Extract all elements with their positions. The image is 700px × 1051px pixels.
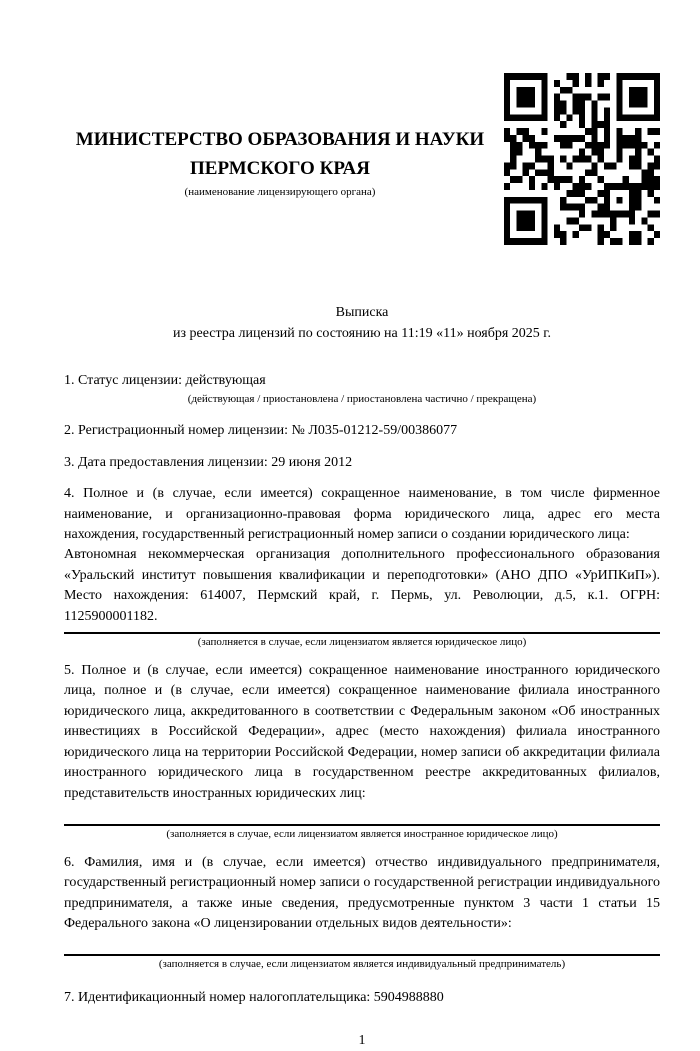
- item-license-status: [64, 371, 660, 407]
- item-license-grant-date: [64, 453, 660, 473]
- document-header: [64, 0, 660, 245]
- ministry-caption: (наименование лицензирующего органа): [184, 185, 376, 198]
- legal-entity-question: 4. Полное и (в случае, если имеется) сокращенное наименование, в том числе фирменное наименование, и организационно-правовая форма юридического лица, адрес его места нахождения, государственный регистрационный номер записи о создании юридического лица:: [64, 486, 660, 542]
- item-legal-entity: [64, 484, 660, 650]
- legal-entity-fill-line: [64, 632, 660, 634]
- ministry-name-line2: ПЕРМСКОГО КРАЯ: [190, 158, 370, 180]
- individual-entrepreneur-caption: (заполняется в случае, если лицензиатом является индивидуальный предприниматель): [158, 958, 566, 971]
- legal-entity-answer: Автономная некоммерческая организация дополнительного профессионального образования «Уральский институт повышения квалификации и переподготовки» (АНО ДПО «УрИПКиП»). Место нахождения: 614007, Пермский край, г. Пермь, ул. Революции, д.5, к.1. ОГРН: 1125900001182.: [64, 547, 660, 624]
- document-title-line2: из реестра лицензий по состоянию на 11:19 «11» ноября 2025 г.: [173, 326, 551, 341]
- license-status-text: 1. Статус лицензии: действующая: [64, 373, 266, 388]
- individual-entrepreneur-fill-line: [64, 954, 660, 956]
- registration-number-text: 2. Регистрационный номер лицензии: № Л035-01212-59/00386077: [64, 423, 458, 439]
- page-number: 1: [358, 1032, 366, 1048]
- qr-code-icon: [504, 73, 660, 245]
- document-title: [64, 302, 660, 344]
- license-status-caption: (действующая / приостановлена / приостановлена частично / прекращена): [187, 393, 537, 406]
- foreign-entity-fill-line: [64, 824, 660, 826]
- item-registration-number: [64, 421, 660, 441]
- licensing-authority-block: [64, 0, 504, 199]
- document-title-line1: Выписка: [335, 305, 389, 320]
- license-grant-date-text: 3. Дата предоставления лицензии: 29 июня 2012: [64, 454, 353, 470]
- taxpayer-id-text: 7. Идентификационный номер налогоплательщика: 5904988880: [64, 990, 444, 1006]
- individual-entrepreneur-question: 6. Фамилия, имя и (в случае, если имеется) отчество индивидуального предпринимателя, государственный регистрационный номер записи о государственной регистрации индивидуального предпринимателя, а также иные сведения, предусмотренные пунктом 3 части 1 статьи 15 Федерального закона «О лицензировании отдельных видов деятельности»:: [64, 854, 660, 931]
- item-individual-entrepreneur: [64, 853, 660, 973]
- legal-entity-caption: (заполняется в случае, если лицензиатом является юридическое лицо): [197, 636, 527, 649]
- item-foreign-entity: [64, 661, 660, 842]
- foreign-entity-caption: (заполняется в случае, если лицензиатом является иностранное юридическое лицо): [166, 827, 558, 840]
- foreign-entity-question: 5. Полное и (в случае, если имеется) сокращенное наименование иностранного юридического лица, полное и (в случае, если имеется) сокращенное наименование филиала иностранного юридического лица, аккредитованного в соответствии с Федеральным законом «Об иностранных инвестициях в Российской Федерации», адрес (место нахождения) филиала иностранного юридического лица на территории Российской Федерации, номер записи об аккредитации филиала иностранного юридического лица в государственном реестре аккредитованных филиалов, представительств иностранных юридических лиц:: [64, 662, 660, 801]
- item-taxpayer-id: [64, 988, 660, 1008]
- ministry-name-line1: МИНИСТЕРСТВО ОБРАЗОВАНИЯ И НАУКИ: [75, 129, 485, 150]
